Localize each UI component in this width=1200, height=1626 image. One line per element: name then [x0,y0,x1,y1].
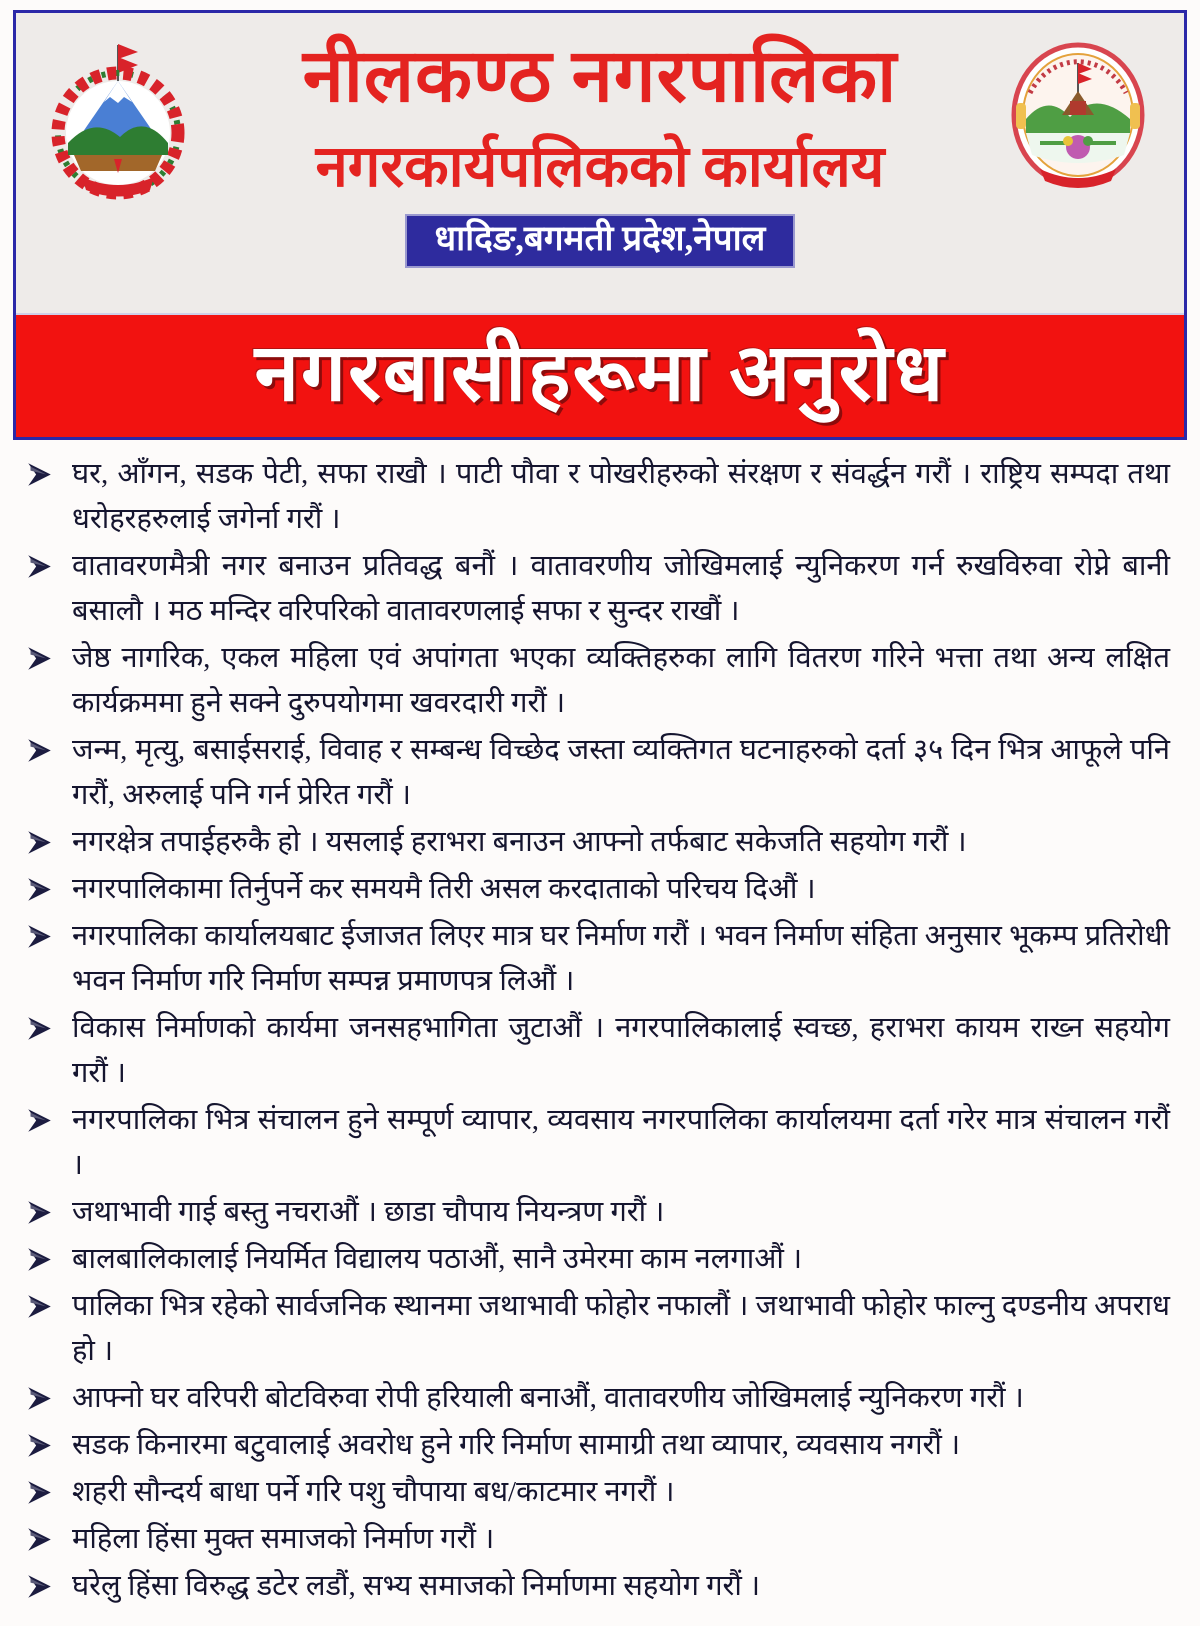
arrow-bullet-icon [26,1237,56,1273]
notice-item-text: घर, आँगन, सडक पेटी, सफा राखौ । पाटी पौवा र पोखरीहरुको संरक्षण र संवर्द्धन गरौं । राष्ट्रिय सम्पदा तथा धरोहरहरुलाई जगेर्ना गरौं । [72,458,1170,535]
arrow-bullet-icon [26,1006,56,1042]
arrow-bullet-icon [26,914,56,950]
list-item [26,1284,1170,1374]
arrow-bullet-icon [26,728,56,764]
notice-item-text: जथाभावी गाई बस्तु नचराऔं । छाडा चौपाय नियन्त्रण गरौं । [72,1196,665,1228]
notice-item-text: नगरपालिकामा तिर्नुपर्ने कर समयमै तिरी असल करदाताको परिचय दिऔं । [72,873,816,905]
notice-item-text: विकास निर्माणको कार्यमा जनसहभागिता जुटाऔं । नगरपालिकालाई स्वच्छ, हराभरा कायम राख्न सहयोग गरौं । [72,1012,1170,1089]
arrow-bullet-icon [26,1376,56,1412]
list-item [26,1423,1170,1468]
notice-item-text: नगरक्षेत्र तपाईहरुकै हो । यसलाई हराभरा बनाउन आफ्नो तर्फबाट सकेजति सहयोग गरौं । [72,826,967,858]
notice-item-text: घरेलु हिंसा विरुद्ध डटेर लडौं, सभ्य समाजको निर्माणमा सहयोग गरौं । [72,1570,761,1602]
nilkantha-municipality-logo-icon [1010,41,1146,197]
list-item [26,1564,1170,1609]
list-item [26,1376,1170,1421]
list-item [26,820,1170,865]
notice-item-text: शहरी सौन्दर्य बाधा पर्ने गरि पशु चौपाया बध/काटमार नगरौं । [72,1476,675,1508]
list-item [26,1237,1170,1282]
list-item [26,1006,1170,1096]
notice-item-text: नगरपालिका भित्र संचालन हुने सम्पूर्ण व्यापार, व्यवसाय नगरपालिका कार्यालयमा दर्ता गरेर मात्र संचालन गरौं । [72,1104,1170,1181]
notice-item-text: सडक किनारमा बटुवालाई अवरोध हुने गरि निर्माण सामाग्री तथा व्यापार, व्यवसाय नगरौं । [72,1429,961,1461]
arrow-bullet-icon [26,1423,56,1459]
arrow-bullet-icon [26,452,56,488]
list-item [26,1098,1170,1188]
notice-list [26,452,1170,1611]
list-item [26,1470,1170,1515]
list-item [26,1190,1170,1235]
arrow-bullet-icon [26,867,56,903]
list-item [26,452,1170,542]
notice-item-text: बालबालिकालाई नियर्मित विद्यालय पठाऔं, सानै उमेरमा काम नलगाऔं । [72,1243,803,1275]
list-item [26,728,1170,818]
list-item [26,914,1170,1004]
banner-title: नगरबासीहरूमा अनुरोध [16,313,1184,437]
nepal-government-emblem-icon [44,39,192,207]
list-item [26,1517,1170,1562]
notice-item-text: पालिका भित्र रहेको सार्वजनिक स्थानमा जथाभावी फोहोर नफालौं । जथाभावी फोहोर फाल्नु दण्डनीय अपराध हो । [72,1290,1170,1367]
arrow-bullet-icon [26,544,56,580]
arrow-bullet-icon [26,1564,56,1600]
notice-item-text: महिला हिंसा मुक्त समाजको निर्माण गरौं । [72,1523,495,1555]
arrow-bullet-icon [26,820,56,856]
arrow-bullet-icon [26,1517,56,1553]
arrow-bullet-icon [26,1098,56,1134]
arrow-bullet-icon [26,636,56,672]
notice-item-text: जन्म, मृत्यु, बसाईसराई, विवाह र सम्बन्ध विच्छेद जस्ता व्यक्तिगत घटनाहरुको दर्ता ३५ दिन भित्र आफूले पनि गरौं, अरुलाई पनि गर्न प्रेरित गरौं । [72,734,1170,811]
list-item [26,544,1170,634]
list-item [26,636,1170,726]
municipality-name: नीलकण्ठ नगरपालिका [302,36,898,118]
address-bar: धादिङ,बगमती प्रदेश,नेपाल [405,214,796,268]
header [13,10,1187,440]
list-item [26,867,1170,912]
office-name: नगरकार्यपलिकको कार्यालय [315,133,885,199]
notice-item-text: वातावरणमैत्री नगर बनाउन प्रतिवद्ध बनौं । वातावरणीय जोखिमलाई न्युनिकरण गर्न रुखविरुवा रोप्ने बानी बसालौ । मठ मन्दिर वरिपरिको वातावरणलाई सफा र सुन्दर राखौं । [72,550,1170,627]
notice-item-text: नगरपालिका कार्यालयबाट ईजाजत लिएर मात्र घर निर्माण गरौं । भवन निर्माण संहिता अनुसार भूकम्प प्रतिरोधी भवन निर्माण गरि निर्माण सम्पन्न प्रमाणपत्र लिऔं । [72,920,1170,997]
arrow-bullet-icon [26,1470,56,1506]
arrow-bullet-icon [26,1190,56,1226]
arrow-bullet-icon [26,1284,56,1320]
notice-item-text: जेष्ठ नागरिक, एकल महिला एवं अपांगता भएका व्यक्तिहरुका लागि वितरण गरिने भत्ता तथा अन्य लक्षित कार्यक्रममा हुने सक्ने दुरुपयोगमा खवरदारी गरौं । [72,642,1170,719]
notice-item-text: आफ्नो घर वरिपरी बोटविरुवा रोपी हरियाली बनाऔं, वातावरणीय जोखिमलाई न्युनिकरण गरौं । [72,1382,1024,1414]
